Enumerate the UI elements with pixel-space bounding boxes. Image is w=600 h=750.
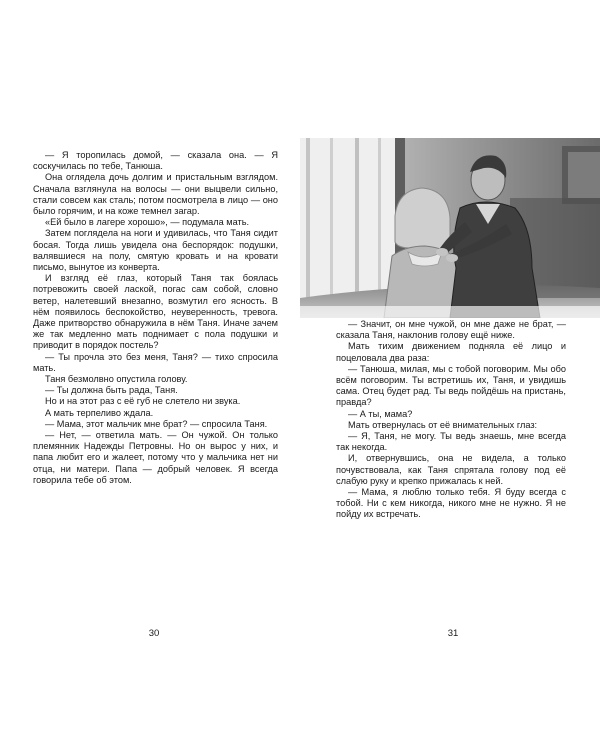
paragraph: — Я, Таня, не могу. Ты ведь знаешь, мне всегда так некогда. bbox=[336, 431, 566, 453]
paragraph: И взгляд её глаз, который Таня так боялась потревожить своей лаской, погас сам собой, словно ветер, налетевший внезапно, возмутил его ясность. В нём появилось беспокойство, неуверенность, тревога. Даже притворство обнаружила в нём Таня. Иначе зачем же так медленно мать поднимает с пола подушки и приводит в порядок постель? bbox=[33, 273, 278, 351]
paragraph: — Ты должна быть рада, Таня. bbox=[45, 385, 178, 396]
paragraph: И, отвернувшись, она не видела, а только почувствовала, как Таня спрятала голову под её слабую руку и крепко прижалась к ней. bbox=[336, 453, 566, 486]
page-number-right: 31 bbox=[447, 628, 459, 639]
paragraph: А мать терпеливо ждала. bbox=[45, 407, 154, 418]
paragraph: — Мама, этот мальчик мне брат? — спросила Таня. bbox=[45, 418, 268, 429]
page-number-left: 30 bbox=[148, 628, 160, 639]
left-page-text bbox=[33, 150, 278, 486]
paragraph: Затем поглядела на ноги и удивилась, что Таня сидит босая. Тогда лишь увидела она беспорядок: подушки, валявшиеся на полу, смятую кровать и на кровати письмо, вынутое из конверта. bbox=[33, 228, 278, 273]
paragraph: Мать тихим движением подняла её лицо и поцеловала два раза: bbox=[336, 341, 566, 363]
paragraph: — А ты, мама? bbox=[348, 408, 413, 419]
paragraph: — Значит, он мне чужой, он мне даже не брат, — сказала Таня, наклонив голову ещё ниже. bbox=[336, 319, 566, 341]
right-page-text bbox=[336, 319, 566, 521]
paragraph: — Я торопилась домой, — сказала она. — Я соскучилась по тебе, Танюша. bbox=[33, 150, 278, 172]
paragraph: — Нет, — ответила мать. — Он чужой. Он только племянник Надежды Петровны. Но он вырос у них, и папа любит его и жалеет, потому что у мальчика нет ни отца, ни матери. Папа — добрый человек. Я всегда говорила тебе об этом. bbox=[33, 430, 278, 485]
paragraph: «Ей было в лагере хорошо», — подумала мать. bbox=[45, 217, 250, 228]
paragraph: Но и на этот раз с её губ не слетело ни звука. bbox=[45, 396, 241, 407]
paragraph: — Ты прочла это без меня, Таня? — тихо спросила мать. bbox=[33, 351, 278, 373]
paragraph: — Танюша, милая, мы с тобой поговорим. Мы обо всём поговорим. Ты встретишь их, Таня, и увидишь сама. Отец будет рад. Ты ведь пойдёшь на пристань, правда? bbox=[336, 363, 566, 408]
mother-and-daughter-illustration-icon bbox=[300, 138, 600, 318]
paragraph: Мать отвернулась от её внимательных глаз: bbox=[348, 419, 538, 430]
paragraph: Она оглядела дочь долгим и пристальным взглядом. Сначала взглянула на волосы — они выцвели сильно, стали совсем как сталь; потом посмотрела в лицо — оно было горячим, и на коже темнел загар. bbox=[33, 172, 278, 217]
paragraph: Таня безмолвно опустила голову. bbox=[45, 374, 188, 385]
paragraph: — Мама, я люблю только тебя. Я буду всегда с тобой. Ни с кем никогда, никого мне не нужно. Я не пойду их встречать. bbox=[336, 487, 566, 520]
